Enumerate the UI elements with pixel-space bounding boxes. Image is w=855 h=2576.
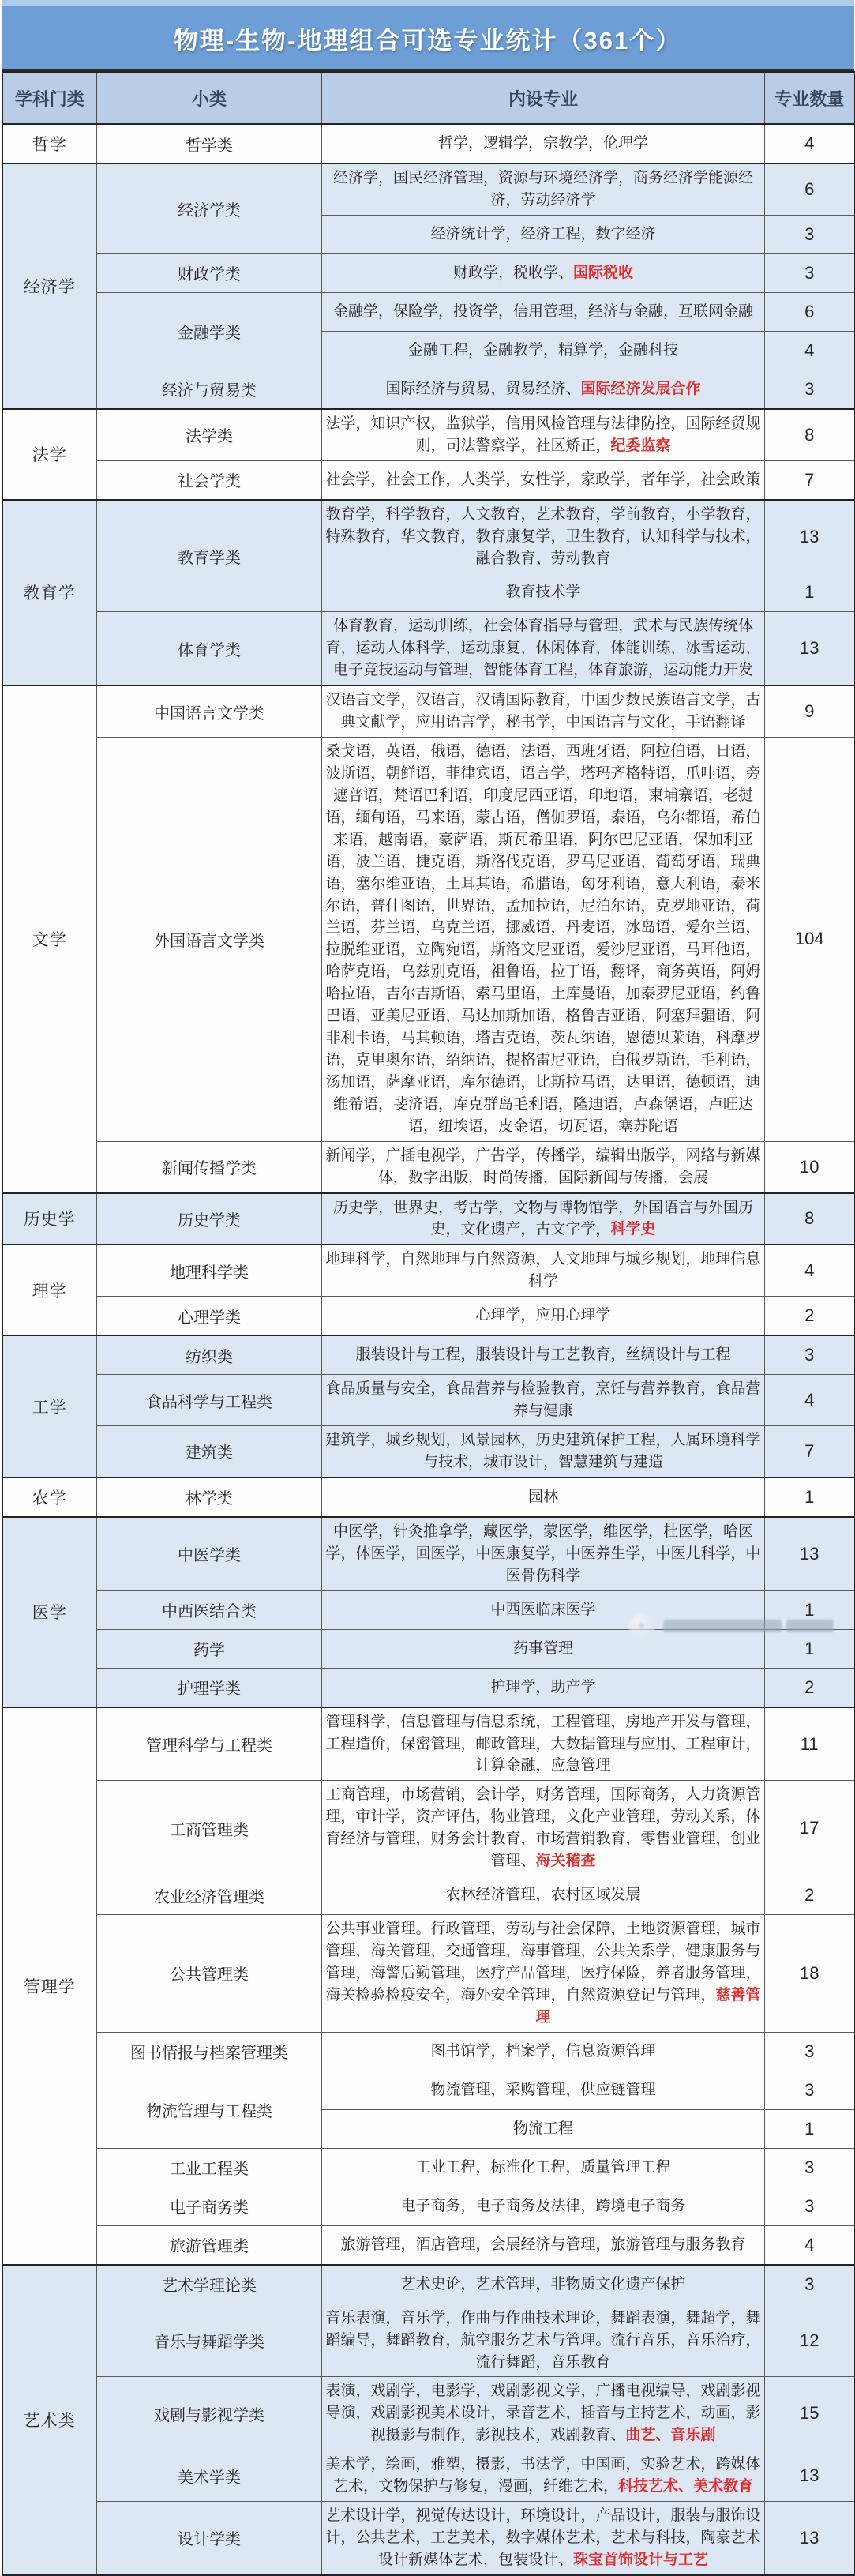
group-cell: 医学 <box>2 1517 97 1707</box>
group-cell: 法学 <box>2 409 97 500</box>
major-text-highlight: 国际经济发展合作 <box>581 381 701 397</box>
majors-cell <box>322 1297 765 1336</box>
table-row <box>2 1478 855 1517</box>
major-text: 哲学，逻辑学，宗教学，伦理学 <box>438 135 648 152</box>
subcategory-cell: 经济与贸易类 <box>97 370 322 409</box>
major-text: 园林 <box>528 1489 558 1505</box>
majors-cell <box>322 1517 765 1590</box>
table-row <box>2 500 855 573</box>
majors-cell <box>322 1245 765 1296</box>
group-cell: 文学 <box>2 685 97 1192</box>
majors-cell <box>322 2109 765 2148</box>
major-text: 艺术设计学，视觉传达设计，环境设计，产品设计，服装与服饰设计，公共艺术，工艺美术，数字媒体艺术，艺术与科技，陶豪艺术设计新媒体艺术，包装设计、 <box>325 2507 760 2568</box>
majors-cell <box>322 2304 765 2377</box>
subcategory-cell: 食品科学与工程类 <box>97 1375 322 1426</box>
majors-cell <box>322 612 765 685</box>
count-cell: 6 <box>765 163 855 215</box>
subcategory-cell: 金融学类 <box>97 292 322 370</box>
watermark <box>628 1608 834 1644</box>
table-body <box>2 124 855 2575</box>
major-text-highlight: 珠宝首饰设计与工艺 <box>573 2552 708 2568</box>
subcategory-cell: 法学类 <box>97 409 322 460</box>
count-cell: 13 <box>765 2450 855 2502</box>
table-row <box>2 370 855 409</box>
count-cell: 1 <box>765 2109 855 2148</box>
majors-cell <box>322 1141 765 1192</box>
count-cell: 17 <box>765 1781 855 1876</box>
group-cell: 经济学 <box>2 163 97 409</box>
major-text: 金融工程，金融教学，精算学，金融科技 <box>408 342 678 359</box>
major-text: 国际经济与贸易，贸易经济、 <box>385 381 580 397</box>
majors-cell <box>322 685 765 737</box>
majors-cell <box>322 2187 765 2225</box>
majors-table <box>2 71 855 2576</box>
major-text: 电子商务，电子商务及法律，跨境电子商务 <box>400 2198 685 2214</box>
top-strip <box>2 0 854 6</box>
subcategory-cell: 新闻传播学类 <box>97 1141 322 1192</box>
subcategory-cell: 社会学类 <box>97 460 322 500</box>
table-row <box>2 2304 855 2377</box>
group-cell: 艺术类 <box>2 2265 97 2575</box>
majors-cell <box>322 460 765 500</box>
count-cell: 13 <box>765 1517 855 1590</box>
count-cell: 12 <box>765 2304 855 2377</box>
table-row <box>2 1297 855 1336</box>
subcategory-cell: 美术学类 <box>97 2450 322 2502</box>
majors-cell <box>322 2450 765 2502</box>
majors-cell <box>322 2265 765 2304</box>
group-cell: 哲学 <box>2 124 97 163</box>
count-cell: 2 <box>765 1297 855 1336</box>
majors-cell <box>322 215 765 253</box>
table-row <box>2 409 855 460</box>
subcategory-cell: 财政学类 <box>97 253 322 292</box>
group-cell: 教育学 <box>2 500 97 686</box>
subcategory-cell: 药学 <box>97 1629 322 1668</box>
table-row <box>2 1245 855 1296</box>
table-row <box>2 685 855 737</box>
count-cell: 15 <box>765 2377 855 2450</box>
majors-cell <box>322 1915 765 2033</box>
majors-cell <box>322 573 765 612</box>
subcategory-cell: 历史学类 <box>97 1193 322 1245</box>
subcategory-cell: 护理学类 <box>97 1668 322 1707</box>
subcategory-cell: 工商管理类 <box>97 1781 322 1876</box>
majors-cell <box>322 1426 765 1478</box>
count-cell: 3 <box>765 1335 855 1375</box>
majors-cell <box>322 1876 765 1915</box>
major-text: 体育教育，运动训练，社会体育指导与管理，武术与民族传统体育，运动人体科学，运动康复，休闲体育，体能训练，冰雪运动，电子竞技运动与管理，智能体育工程，体育旅游，运动能力开发 <box>325 618 760 678</box>
subcategory-cell: 旅游管理类 <box>97 2225 322 2265</box>
count-cell: 7 <box>765 1426 855 1478</box>
table-row <box>2 460 855 500</box>
table-row <box>2 1335 855 1375</box>
major-text: 金融学，保险学，投资学，信用管理，经济与金融，互联网金融 <box>333 303 753 320</box>
count-cell: 6 <box>765 292 855 331</box>
majors-cell <box>322 1478 765 1517</box>
count-cell: 3 <box>765 370 855 409</box>
table-row <box>2 2265 855 2304</box>
major-text: 地理科学，自然地理与自然资源，人文地理与城乡规划，地理信息科学 <box>325 1251 760 1290</box>
subcategory-cell: 物流管理与工程类 <box>97 2071 322 2148</box>
major-text: 法学，知识产权，监狱学，信用风检管理与法律防控，国际经贸规则，司法警察学，社区矫正， <box>325 415 760 454</box>
table-row <box>2 1426 855 1478</box>
subcategory-cell: 图书情报与档案管理类 <box>97 2032 322 2071</box>
major-text: 教育学，科学教育，人文教育，艺术教育，学前教育，小学教育，特殊教育，华文教育，教育康复学，卫生教育，认知科学与技术，融合教育、劳动教育 <box>325 506 760 567</box>
table-row <box>2 2225 855 2265</box>
count-cell: 8 <box>765 409 855 460</box>
table-row <box>2 1193 855 1245</box>
subcategory-cell: 地理科学类 <box>97 1245 322 1296</box>
count-cell: 1 <box>765 1629 855 1668</box>
majors-cell <box>322 370 765 409</box>
subcategory-cell: 音乐与舞蹈学类 <box>97 2304 322 2377</box>
table-row <box>2 1915 855 2033</box>
major-text: 桑戈语，英语，俄语，德语，法语，西班牙语，阿拉伯语，日语，波斯语，朝鲜语，菲律宾语，语言学，塔玛齐格特语，爪哇语，旁遮普语，梵语巴利语，印度尼西亚语，印地语，柬埔寨语，老挝语，缅甸语，马来语，蒙古语，僧伽罗语，泰语，乌尔都语，希伯来语，越南语，豪萨语，斯瓦希里语，阿尔巴尼亚语，保加利亚语，波兰语，捷克语，斯洛伐克语，罗马尼亚语，葡萄牙语，瑞典语，塞尔维亚语，土耳其语，希腊语，匈牙利语，意大利语，泰米尔语，普什图语，世界语，孟加拉语，尼泊尔语，克罗地亚语，荷兰语，芬兰语，乌克兰语，挪威语，丹麦语，冰岛语，爱尔兰语，拉脱维亚语，立陶宛语，斯洛文尼亚语，爱沙尼亚语，马耳他语，哈萨克语，乌兹别克语，祖鲁语，拉丁语，翻译，商务英语，阿姆哈拉语，吉尔吉斯语，索马里语，土库曼语，加泰罗尼亚语，约鲁巴语，亚美尼亚语，马达加斯加语，格鲁吉亚语，阿塞拜疆语，阿非利卡语，马其顿语，塔吉克语，茨瓦纳语，恩德贝莱语，科摩罗语，克里奥尔语，绍纳语，提格雷尼亚语，白俄罗斯语，毛利语，汤加语，萨摩亚语，库尔德语，比斯拉马语，达里语，德顿语，迪维希语，斐济语，库克群岛毛利语，隆迪语，卢森堡语，卢旺达语，纽埃语，皮金语，切瓦语，塞苏陀语 <box>325 743 760 1135</box>
count-cell: 104 <box>765 738 855 1142</box>
majors-cell <box>322 2071 765 2109</box>
subcategory-cell: 建筑类 <box>97 1426 322 1478</box>
major-text: 中医学，针灸推拿学，藏医学，蒙医学，维医学，杜医学，哈医学，体医学，回医学，中医康复学，中医养生学，中医儿科学，中医骨伤科学 <box>325 1523 760 1584</box>
major-text: 建筑学，城乡规划，风景园林，历史建筑保护工程，人属环境科学与技术，城市设计，智慧建筑与建造 <box>325 1432 760 1470</box>
majors-cell <box>322 500 765 573</box>
major-text-highlight: 国际税收 <box>573 265 633 281</box>
table-row <box>2 253 855 292</box>
count-cell: 1 <box>765 1478 855 1517</box>
page-title: 物理-生物-地理组合可选专业统计（361个） <box>2 6 854 71</box>
majors-cell <box>322 253 765 292</box>
major-text: 物流工程 <box>513 2120 573 2137</box>
major-text: 食品质量与安全，食品营养与检验教育，烹饪与营养教育，食品营养与健康 <box>325 1380 760 1419</box>
major-text: 社会学，社会工作，人类学，女性学，家政学，者年学，社会政策 <box>325 471 760 488</box>
count-cell: 3 <box>765 2187 855 2225</box>
major-text: 图书馆学，档案学，信息资源管理 <box>430 2043 655 2060</box>
table-row <box>2 2187 855 2225</box>
major-text: 服装设计与工程，服装设计与工艺教育，丝绸设计与工程 <box>355 1346 730 1363</box>
subcategory-cell: 管理科学与工程类 <box>97 1707 322 1781</box>
group-cell: 管理学 <box>2 1707 97 2265</box>
majors-cell <box>322 2502 765 2575</box>
count-cell: 4 <box>765 124 855 163</box>
group-cell: 工学 <box>2 1335 97 1478</box>
major-text-highlight: 纪委监察 <box>611 437 671 454</box>
majors-cell <box>322 1668 765 1707</box>
column-header-category: 学科门类 <box>2 72 97 124</box>
major-text: 工商管理，市场营销，会计学，财务管理，国际商务，人力资源管理，审计学，资产评估，物业管理，文化产业管理，劳动关系，体育经济与管理，财务会计教育，市场营销教育，零售业管理，创业管理、 <box>325 1786 760 1869</box>
count-cell: 3 <box>765 2071 855 2109</box>
major-text: 公共事业管理。行政管理，劳动与社会保障，土地资源管理，城市管理，海关管理，交通管理，海事管理，公共关系学，健康服务与管理，海警后勤管理，医疗产品管理，医疗保险，养者服务管理，海关检验检疫安全，海外安全管理，自然资源登记与管理， <box>325 1921 760 2003</box>
subcategory-cell: 戏剧与影视学类 <box>97 2377 322 2450</box>
table-row <box>2 124 855 163</box>
major-text: 农林经济管理，农村区域发展 <box>445 1887 640 1903</box>
majors-cell <box>322 331 765 370</box>
major-text-highlight: 曲艺、音乐剧 <box>626 2427 716 2443</box>
subcategory-cell: 外国语言文学类 <box>97 738 322 1142</box>
column-header-majors: 内设专业 <box>322 72 765 124</box>
major-text: 艺术史论，艺术管理，非物质文化遗产保护 <box>400 2276 685 2292</box>
group-cell: 理学 <box>2 1245 97 1335</box>
count-cell: 3 <box>765 2148 855 2187</box>
table-row <box>2 1876 855 1915</box>
group-cell: 农学 <box>2 1478 97 1517</box>
count-cell: 18 <box>765 1915 855 2033</box>
subcategory-cell: 教育学类 <box>97 500 322 612</box>
major-text: 经济学，国民经济管理，资源与环境经济学，商务经济学能源经济，劳动经济学 <box>333 170 753 208</box>
majors-cell <box>322 2377 765 2450</box>
subcategory-cell: 农业经济管理类 <box>97 1876 322 1915</box>
watermark-text-smudge <box>663 1620 834 1632</box>
majors-cell <box>322 292 765 331</box>
subcategory-cell: 中国语言文学类 <box>97 685 322 737</box>
column-header-count: 专业数量 <box>765 72 855 124</box>
count-cell: 3 <box>765 2032 855 2071</box>
table-row <box>2 292 855 331</box>
major-text: 财政学，税收学、 <box>453 265 573 281</box>
table-row <box>2 2502 855 2575</box>
count-cell: 4 <box>765 1375 855 1426</box>
count-cell: 8 <box>765 1193 855 1245</box>
majors-cell <box>322 124 765 163</box>
count-cell: 13 <box>765 612 855 685</box>
count-cell: 4 <box>765 1245 855 1296</box>
majors-cell <box>322 738 765 1142</box>
page <box>2 0 854 1638</box>
major-text-highlight: 海关稽查 <box>536 1853 596 1869</box>
major-text-highlight: 科技艺术、美术教育 <box>618 2478 753 2495</box>
table-row <box>2 2071 855 2109</box>
subcategory-cell: 工业工程类 <box>97 2148 322 2187</box>
subcategory-cell: 艺术学理论类 <box>97 2265 322 2304</box>
subcategory-cell: 林学类 <box>97 1478 322 1517</box>
table-row <box>2 612 855 685</box>
major-text-highlight: 慈善管理 <box>535 1987 760 2026</box>
table-row <box>2 1781 855 1876</box>
majors-cell <box>322 409 765 460</box>
majors-cell <box>322 2032 765 2071</box>
major-text: 历史学，世界史，考古学，文物与博物馆学，外国语言与外国历史，文化遗产，古文字学， <box>333 1200 753 1238</box>
major-text: 药事管理 <box>513 1640 573 1657</box>
major-text: 管理科学，信息管理与信息系统，工程管理，房地产开发与管理，工程造价，保密管理，邮政管理，大数据管理与应用、工程审计，计算金融，应急管理 <box>325 1714 760 1774</box>
table-row <box>2 1707 855 1781</box>
subcategory-cell: 设计学类 <box>97 2502 322 2575</box>
table-row <box>2 1517 855 1590</box>
count-cell: 3 <box>765 215 855 253</box>
table-row <box>2 1141 855 1192</box>
majors-cell <box>322 163 765 215</box>
watermark-logo-icon: ✦ <box>628 1613 655 1639</box>
group-cell: 历史学 <box>2 1193 97 1245</box>
table-row <box>2 163 855 215</box>
table-row <box>2 738 855 1142</box>
count-cell: 3 <box>765 253 855 292</box>
table-row <box>2 2450 855 2502</box>
count-cell: 13 <box>765 500 855 573</box>
majors-cell <box>322 1193 765 1245</box>
count-cell: 11 <box>765 1707 855 1781</box>
majors-cell <box>322 1707 765 1781</box>
subcategory-cell: 心理学类 <box>97 1297 322 1336</box>
majors-cell <box>322 2148 765 2187</box>
table-row <box>2 2032 855 2071</box>
subcategory-cell: 哲学类 <box>97 124 322 163</box>
count-cell: 4 <box>765 331 855 370</box>
subcategory-cell: 中医学类 <box>97 1517 322 1590</box>
major-text: 音乐表演，音乐学，作曲与作曲技术理论，舞蹈表演，舞超学，舞蹈编导，舞蹈教育，航空服务艺术与管理。流行音乐，音乐治疗，流行舞蹈，音乐教育 <box>325 2310 760 2371</box>
majors-cell <box>322 1375 765 1426</box>
major-text: 新闻学，广插电视学，广告学，传播学，编辑出版学，网络与新媒体，数字出版，时尚传播，国际新闻与传播，会展 <box>325 1147 760 1186</box>
count-cell: 7 <box>765 460 855 500</box>
major-text: 美术学，绘画，雅塑，摄影，书法学，中国画，实验艺术，跨媒体艺术，文物保护与修复，漫画，纤维艺术， <box>325 2456 760 2495</box>
major-text: 表演，戏剧学，电影学，戏剧影视文学，广播电视编导，戏剧影视导演，戏剧影视美术设计，录音艺术，插音与主持艺术，动画，影视摄影与制作，影视技术，戏剧教育、 <box>325 2383 760 2443</box>
header-row <box>2 72 855 124</box>
count-cell: 3 <box>765 2265 855 2304</box>
column-header-subcategory: 小类 <box>97 72 322 124</box>
subcategory-cell: 公共管理类 <box>97 1915 322 2033</box>
subcategory-cell: 电子商务类 <box>97 2187 322 2225</box>
subcategory-cell: 中西医结合类 <box>97 1590 322 1629</box>
majors-cell <box>322 2225 765 2265</box>
count-cell: 1 <box>765 1590 855 1629</box>
count-cell: 2 <box>765 1668 855 1707</box>
majors-cell <box>322 1781 765 1876</box>
count-cell: 2 <box>765 1876 855 1915</box>
count-cell: 13 <box>765 2502 855 2575</box>
major-text: 汉语言文学，汉语言，汉请国际教育，中国少数民族语言文学，古典文献学，应用语言学，秘书学，中国语言与文化，手语翻译 <box>325 692 760 730</box>
count-cell: 1 <box>765 573 855 612</box>
major-text: 经济统计学，经济工程，数字经济 <box>430 226 655 242</box>
table-row <box>2 2148 855 2187</box>
subcategory-cell: 经济学类 <box>97 163 322 253</box>
major-text: 中西医临床医学 <box>490 1602 595 1618</box>
count-cell: 10 <box>765 1141 855 1192</box>
major-text-highlight: 科学史 <box>611 1221 656 1237</box>
major-text: 物流管理，采购管理，供应链管理 <box>430 2082 655 2098</box>
table-row <box>2 2377 855 2450</box>
count-cell: 4 <box>765 2225 855 2265</box>
majors-cell <box>322 1335 765 1375</box>
major-text: 教育技术学 <box>505 584 580 600</box>
table-row <box>2 1375 855 1426</box>
major-text: 旅游管理，酒店管理，会展经济与管理，旅游管理与服务教育 <box>340 2236 745 2253</box>
count-cell: 9 <box>765 685 855 737</box>
major-text: 心理学，应用心理学 <box>475 1307 610 1324</box>
major-text: 工业工程，标准化工程，质量管理工程 <box>415 2159 670 2176</box>
subcategory-cell: 纺织类 <box>97 1335 322 1375</box>
major-text: 护理学，助产学 <box>490 1679 595 1695</box>
table-row <box>2 1668 855 1707</box>
subcategory-cell: 体育学类 <box>97 612 322 685</box>
